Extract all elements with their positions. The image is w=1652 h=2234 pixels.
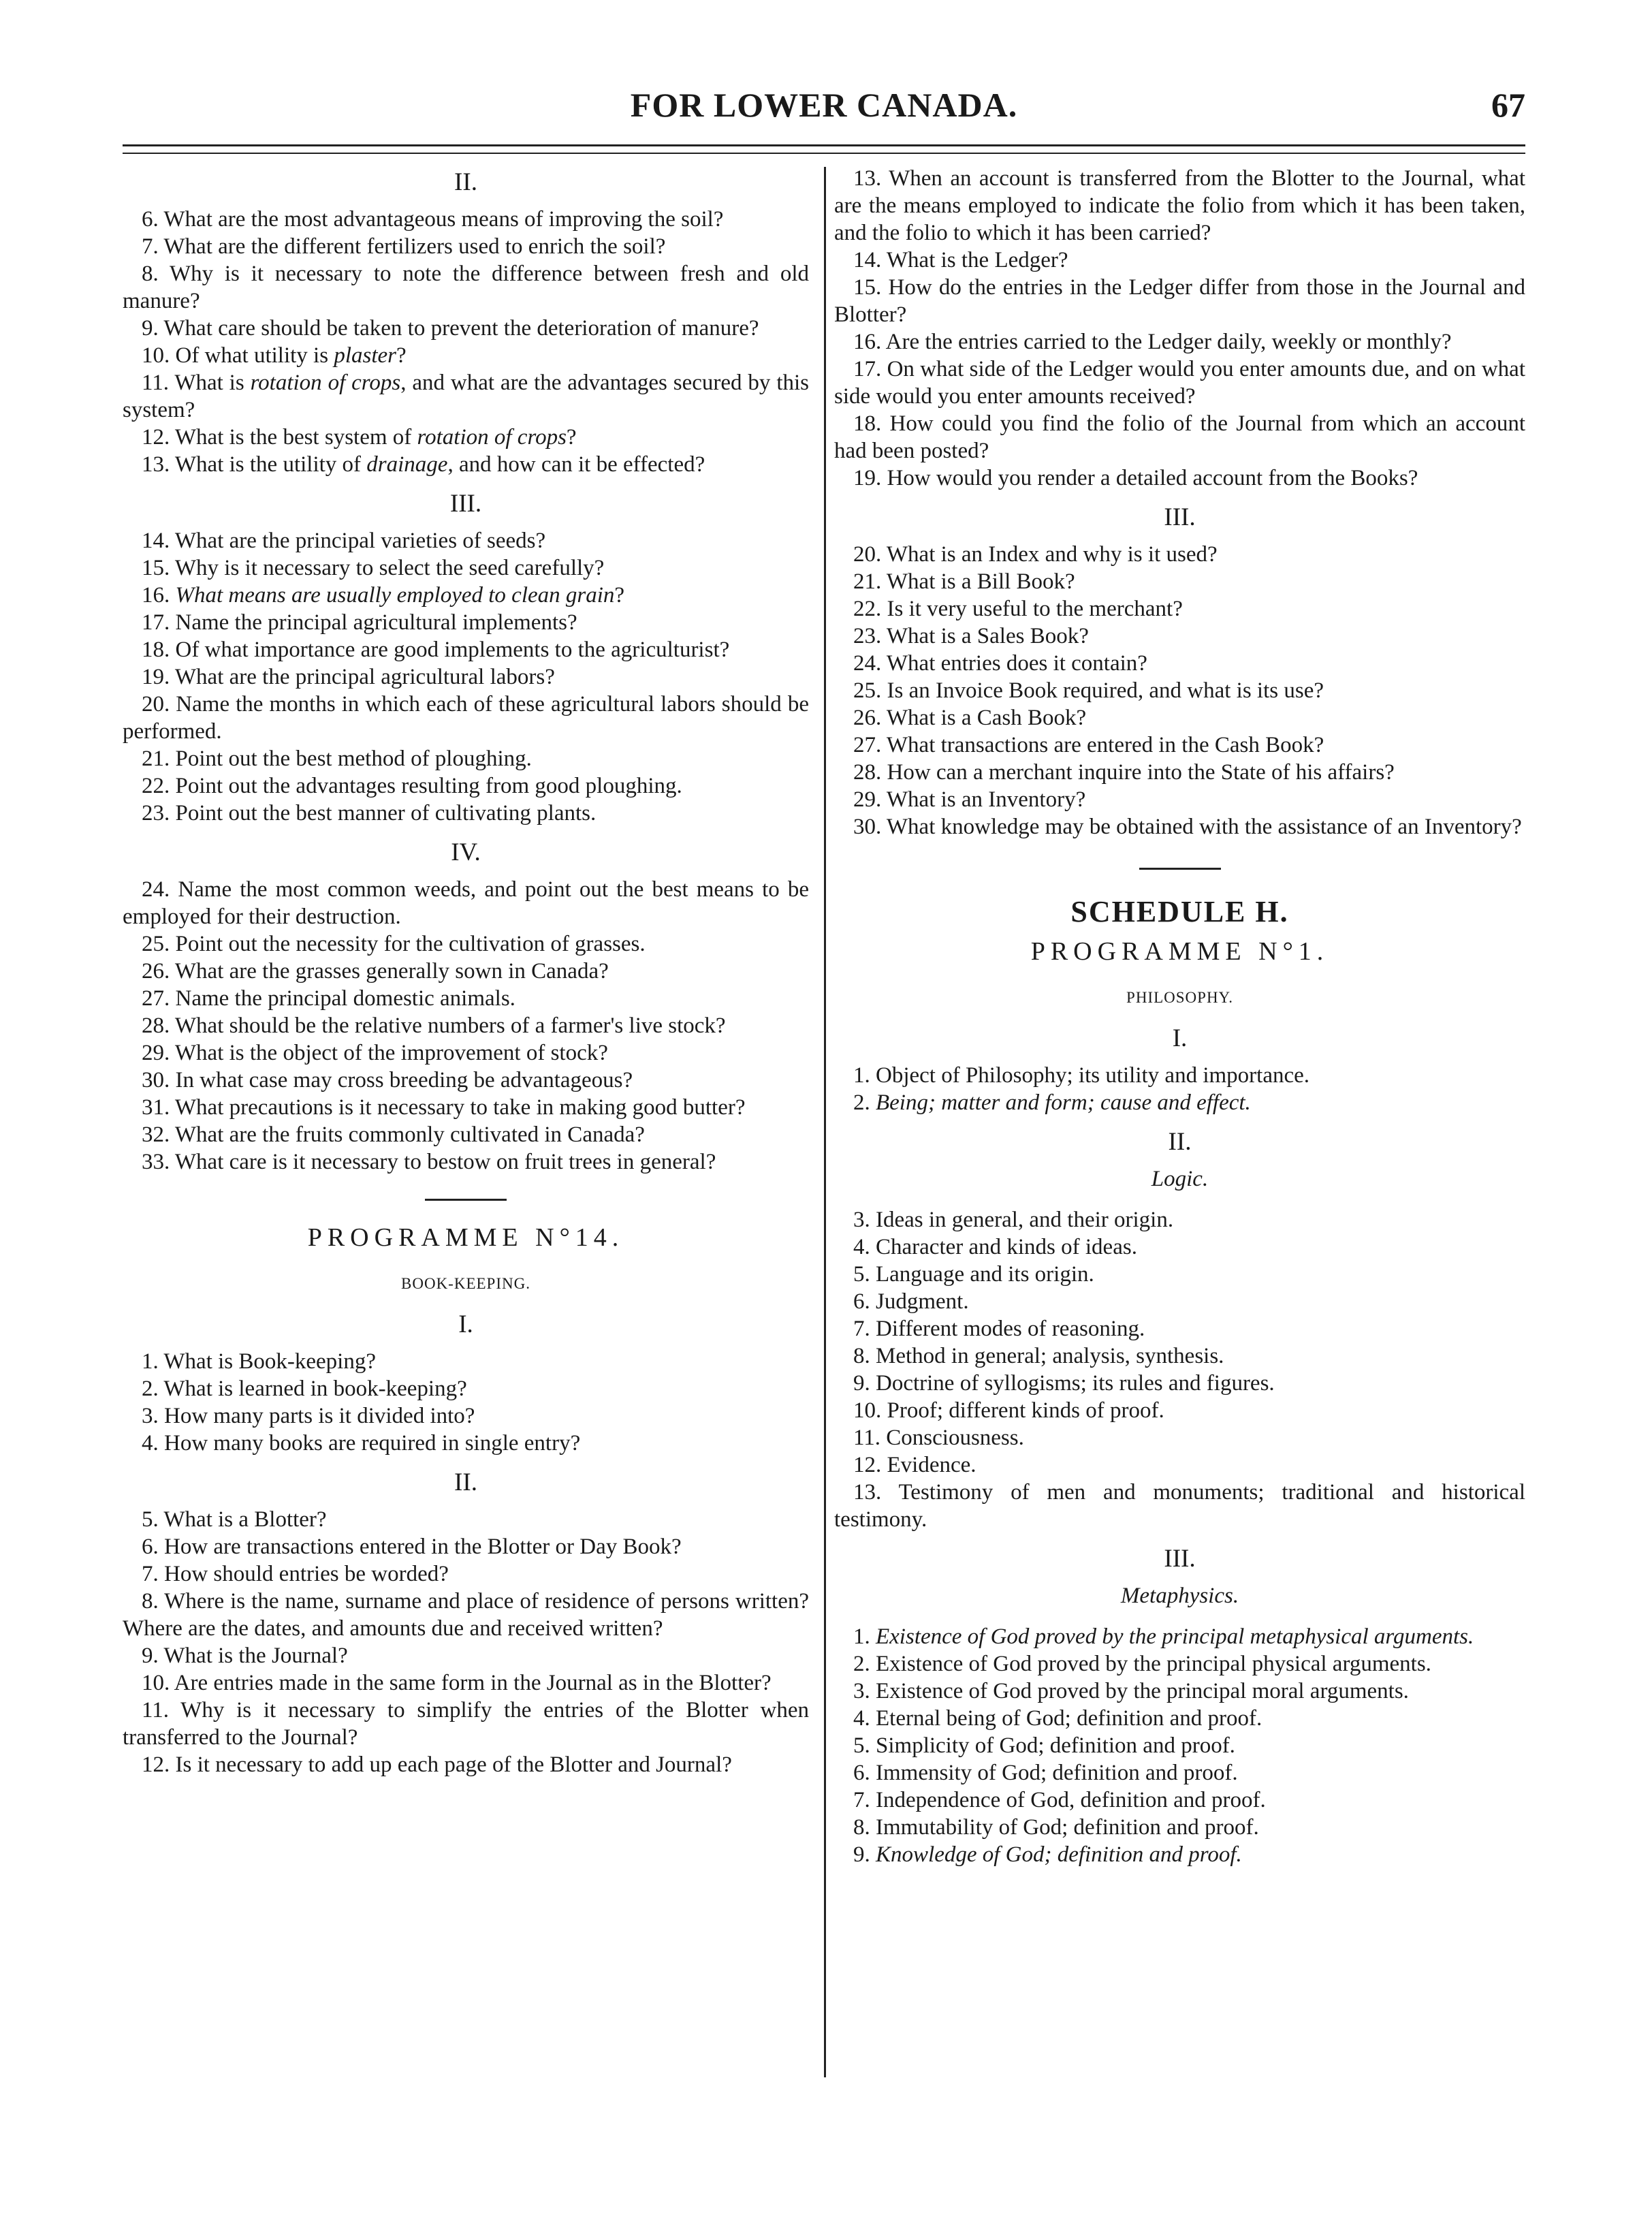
question: 26. What are the grasses generally sown in Canada?	[142, 959, 609, 984]
topic: 9. Doctrine of syllogisms; its rules and figures.	[853, 1371, 1275, 1396]
question: 23. Point out the best manner of cultivating plants.	[142, 801, 597, 825]
question: 25. Point out the necessity for the cultivation of grasses.	[142, 932, 646, 956]
section-heading: III.	[1164, 503, 1196, 531]
topic: 10. Proof; different kinds of proof.	[853, 1398, 1164, 1423]
question: 23. What is a Sales Book?	[853, 624, 1089, 648]
running-title: FOR LOWER CANADA.	[630, 86, 1018, 124]
question: 18. Of what importance are good implements to the agriculturist?	[142, 638, 730, 662]
question: 24. What entries does it contain?	[853, 651, 1147, 676]
question: 31. What precautions is it necessary to take in making good butter?	[142, 1095, 746, 1120]
question: 14. What are the principal varieties of seeds?	[142, 529, 546, 553]
topic: 1. Object of Philosophy; its utility and importance.	[853, 1063, 1310, 1088]
question: 29. What is an Inventory?	[853, 787, 1086, 812]
section-heading: IV.	[451, 838, 481, 866]
question: 8. Where is the name, surname and place of residence of persons written? Where are the dates, and amounts due and received written?	[123, 1589, 809, 1641]
question: 3. How many parts is it divided into?	[142, 1404, 475, 1428]
question: 21. What is a Bill Book?	[853, 569, 1075, 594]
question: 9. What care should be taken to prevent the deterioration of manure?	[142, 316, 759, 341]
question: 8. Why is it necessary to note the difference between fresh and old manure?	[123, 262, 809, 313]
topic: 6. Judgment.	[853, 1289, 969, 1314]
section-heading: II.	[454, 168, 477, 196]
question: 30. What knowledge may be obtained with the assistance of an Inventory?	[853, 815, 1522, 839]
question: 13. What is the utility of drainage, and how can it be effected?	[142, 452, 705, 477]
topic: 8. Immutability of God; definition and proof.	[853, 1815, 1259, 1840]
question: 6. What are the most advantageous means of improving the soil?	[142, 207, 724, 232]
section-rule	[1139, 868, 1221, 870]
left-column	[123, 165, 809, 1778]
topic: 5. Simplicity of God; definition and proof.	[853, 1733, 1235, 1758]
question: 20. What is an Index and why is it used?	[853, 542, 1218, 567]
page-number: 67	[1491, 86, 1525, 124]
question: 10. Of what utility is plaster?	[142, 343, 407, 368]
question: 26. What is a Cash Book?	[853, 706, 1087, 730]
programme-subject: BOOK-KEEPING.	[401, 1275, 530, 1292]
section-heading: II.	[1168, 1128, 1192, 1156]
topic: 3. Ideas in general, and their origin.	[853, 1208, 1174, 1232]
section-rule	[425, 1199, 507, 1201]
section-subheading: Metaphysics.	[1120, 1584, 1239, 1608]
question: 7. How should entries be worded?	[142, 1562, 449, 1586]
question: 4. How many books are required in single entry?	[142, 1431, 581, 1456]
topic: 2. Existence of God proved by the principal physical arguments.	[853, 1652, 1431, 1676]
topic: 3. Existence of God proved by the principal moral arguments.	[853, 1679, 1409, 1703]
topic: 8. Method in general; analysis, synthesis.	[853, 1344, 1224, 1368]
question: 33. What care is it necessary to bestow on fruit trees in general?	[142, 1150, 716, 1174]
question: 28. How can a merchant inquire into the State of his affairs?	[853, 760, 1395, 785]
question: 11. What is rotation of crops, and what are the advantages secured by this system?	[123, 371, 809, 422]
question: 7. What are the different fertilizers used to enrich the soil?	[142, 234, 666, 259]
question: 22. Is it very useful to the merchant?	[853, 597, 1183, 621]
question: 21. Point out the best method of ploughing.	[142, 746, 532, 771]
question: 17. On what side of the Ledger would you enter amounts due, and on what side would you enter amounts received?	[834, 357, 1525, 409]
column-divider	[824, 167, 826, 2077]
question: 18. How could you find the folio of the Journal from which an account had been posted?	[834, 411, 1525, 463]
topic: 4. Eternal being of God; definition and proof.	[853, 1706, 1262, 1731]
question: 12. Is it necessary to add up each page of the Blotter and Journal?	[142, 1752, 732, 1777]
section-subheading: Logic.	[1151, 1167, 1209, 1191]
question: 9. What is the Journal?	[142, 1643, 348, 1668]
schedule-title: SCHEDULE H.	[1070, 895, 1289, 928]
topic: 6. Immensity of God; definition and proof.	[853, 1761, 1238, 1785]
question: 15. How do the entries in the Ledger differ from those in the Journal and Blotter?	[834, 275, 1525, 327]
page-header	[123, 85, 1525, 140]
question: 32. What are the fruits commonly cultivated in Canada?	[142, 1122, 645, 1147]
section-heading: III.	[449, 490, 482, 518]
topic: 13. Testimony of men and monuments; traditional and historical testimony.	[834, 1480, 1525, 1532]
section-heading: II.	[454, 1468, 477, 1496]
question: 22. Point out the advantages resulting from good ploughing.	[142, 774, 682, 798]
question: 13. When an account is transferred from the Blotter to the Journal, what are the means employed to indicate the folio from which it has been taken, and the folio to which it has been carried?	[834, 166, 1525, 245]
question: 12. What is the best system of rotation of crops?	[142, 425, 577, 450]
question: 30. In what case may cross breeding be advantageous?	[142, 1068, 633, 1092]
question: 19. How would you render a detailed account from the Books?	[853, 466, 1418, 490]
question: 15. Why is it necessary to select the seed carefully?	[142, 556, 605, 580]
question: 2. What is learned in book-keeping?	[142, 1376, 467, 1401]
question: 19. What are the principal agricultural labors?	[142, 665, 555, 689]
section-heading: I.	[458, 1310, 473, 1338]
question: 16. Are the entries carried to the Ledger daily, weekly or monthly?	[853, 330, 1452, 354]
programme-title: PROGRAMME N°1.	[1030, 937, 1329, 966]
question: 29. What is the object of the improvement of stock?	[142, 1041, 608, 1065]
question: 11. Why is it necessary to simplify the entries of the Blotter when transferred to the Journal?	[123, 1698, 809, 1750]
right-column	[834, 165, 1525, 1868]
question: 25. Is an Invoice Book required, and what is its use?	[853, 678, 1324, 703]
programme-subject: PHILOSOPHY.	[1126, 989, 1233, 1006]
header-rule-bottom	[123, 153, 1525, 154]
question: 14. What is the Ledger?	[853, 248, 1068, 272]
topic: 12. Evidence.	[853, 1453, 976, 1477]
question: 16. What means are usually employed to clean grain?	[142, 583, 625, 608]
question: 10. Are entries made in the same form in the Journal as in the Blotter?	[142, 1671, 772, 1695]
section-heading: I.	[1172, 1024, 1188, 1052]
question: 28. What should be the relative numbers of a farmer's live stock?	[142, 1013, 726, 1038]
question: 20. Name the months in which each of these agricultural labors should be performed.	[123, 692, 809, 744]
question: 17. Name the principal agricultural implements?	[142, 610, 577, 635]
question: 27. Name the principal domestic animals.	[142, 986, 515, 1011]
topic: 5. Language and its origin.	[853, 1262, 1094, 1287]
topic: 2. Being; matter and form; cause and effect.	[853, 1090, 1251, 1115]
topic: 7. Independence of God, definition and proof.	[853, 1788, 1266, 1812]
section-heading: III.	[1164, 1545, 1196, 1573]
question: 24. Name the most common weeds, and point out the best means to be employed for their destruction.	[123, 877, 809, 929]
topic: 11. Consciousness.	[853, 1426, 1024, 1450]
question: 5. What is a Blotter?	[142, 1507, 327, 1532]
topic: 4. Character and kinds of ideas.	[853, 1235, 1137, 1259]
question: 1. What is Book-keeping?	[142, 1349, 376, 1374]
programme-title: PROGRAMME N°14.	[307, 1223, 624, 1252]
topic: 9. Knowledge of God; definition and proof.	[853, 1842, 1242, 1867]
header-rule-top	[123, 144, 1525, 146]
topic: 1. Existence of God proved by the principal metaphysical arguments.	[853, 1624, 1474, 1649]
topic: 7. Different modes of reasoning.	[853, 1317, 1145, 1341]
question: 6. How are transactions entered in the Blotter or Day Book?	[142, 1535, 682, 1559]
question: 27. What transactions are entered in the Cash Book?	[853, 733, 1324, 757]
